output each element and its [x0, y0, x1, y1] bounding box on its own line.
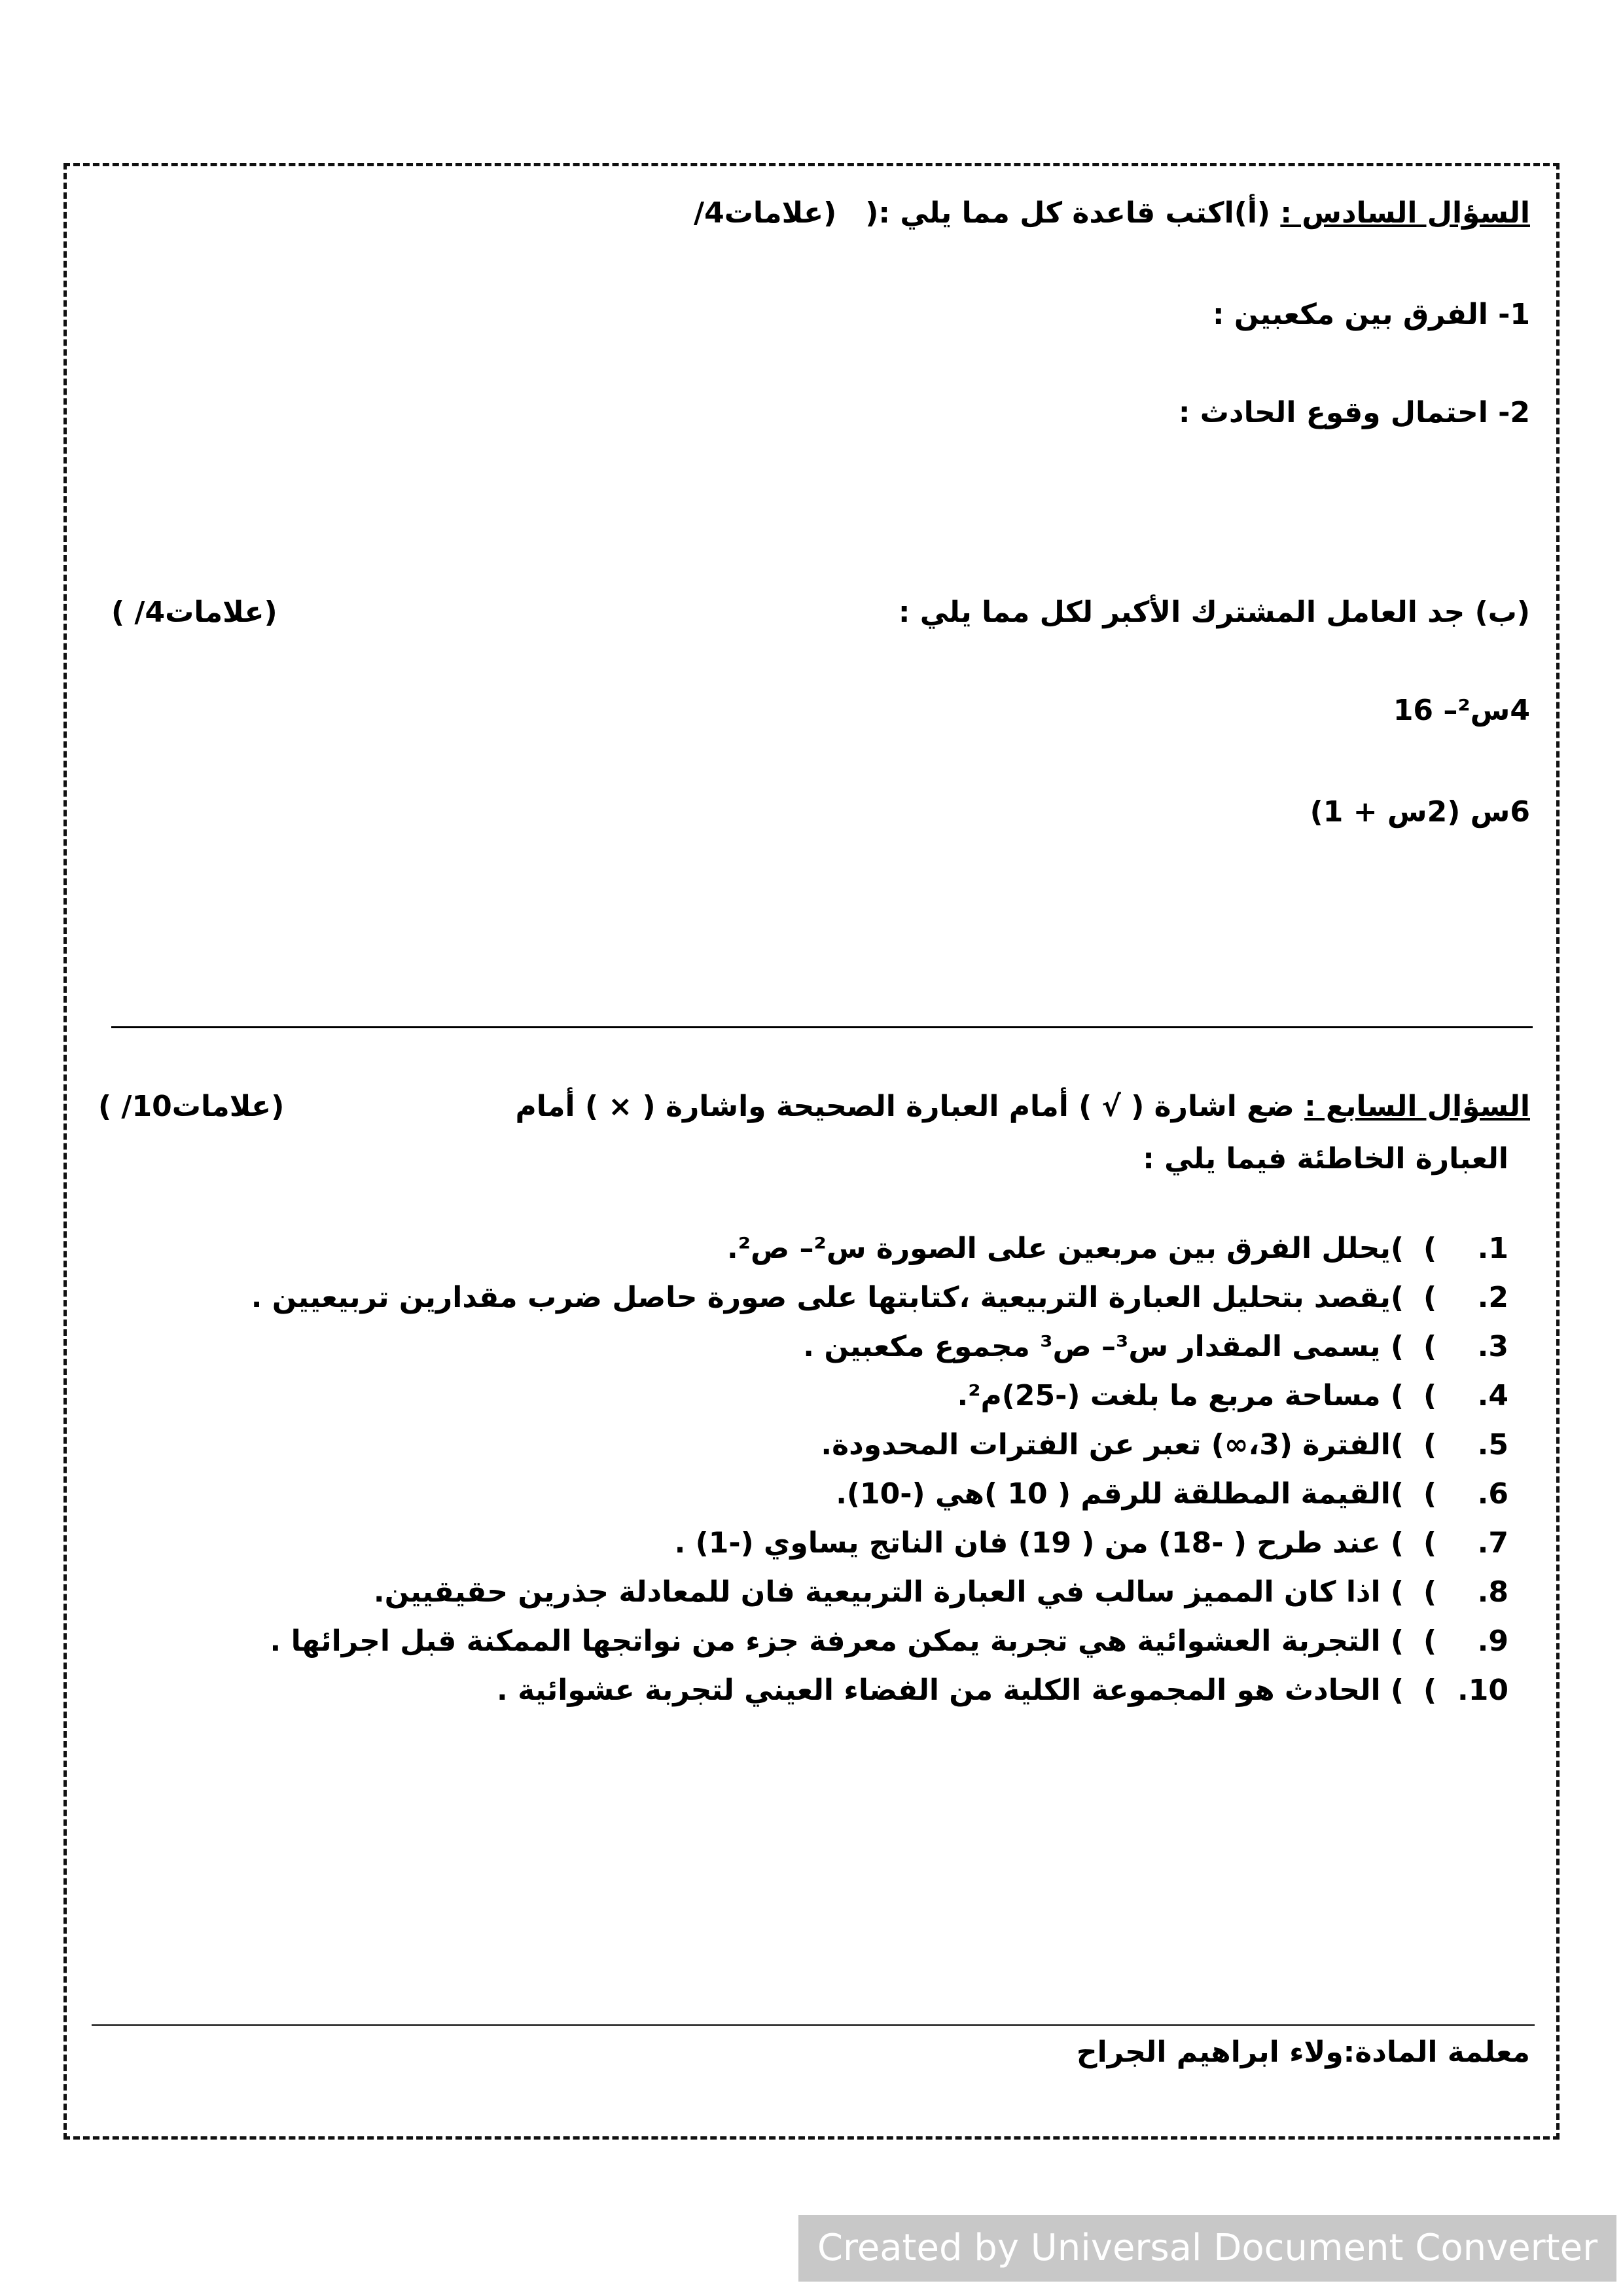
- teacher-name: معلمة المادة:ولاء ابراهيم الجراح: [1076, 2036, 1530, 2069]
- statement-text: ) مساحة مربع ما بلغت (-25)م².: [957, 1379, 1404, 1412]
- statement-text: ) اذا كان المميز سالب في العبارة التربيعية فان للمعادلة جذرين حقيقيين.: [373, 1575, 1404, 1609]
- answer-blank: (: [1423, 1575, 1437, 1609]
- q6-part-a: (أ)اكتب قاعدة كل مما يلي :(: [865, 196, 1271, 230]
- q6-part-a-marks: /4علامات): [694, 196, 837, 230]
- q7-title: السؤال السابع :: [1304, 1090, 1530, 1123]
- statement-text: )يقصد بتحليل العبارة التربيعية ،كتابتها على صورة حاصل ضرب مقدارين تربيعيين .: [251, 1281, 1404, 1314]
- answer-blank: (: [1423, 1379, 1437, 1412]
- answer-blank: (: [1423, 1477, 1437, 1511]
- answer-blank: (: [1423, 1674, 1437, 1707]
- statement-item: [251, 1371, 1508, 1420]
- statement-item: [251, 1518, 1508, 1568]
- statement-number: 7.: [1477, 1526, 1508, 1560]
- footer-divider: [92, 2024, 1535, 2026]
- statement-text: ) التجربة العشوائية هي تجربة يمكن معرفة جزء من نواتجها الممكنة قبل اجرائها .: [270, 1624, 1404, 1658]
- section-divider: [111, 1026, 1533, 1028]
- statement-number: 3.: [1477, 1330, 1508, 1363]
- statement-text: ) يسمى المقدار س³– ص³ مجموع مكعبين .: [803, 1330, 1404, 1363]
- q6-part-b: (ب) جد العامل المشترك الأكبر لكل مما يلي :: [898, 596, 1530, 629]
- statement-number: 6.: [1477, 1477, 1508, 1511]
- statement-number: 4.: [1477, 1379, 1508, 1412]
- q6-part-b-marks: ( /4علامات): [111, 596, 277, 629]
- statement-item: [251, 1568, 1508, 1617]
- statement-text: )القيمة المطلقة للرقم ( 10 )هي (-10).: [836, 1477, 1404, 1511]
- q6-item-1: 1- الفرق بين مكعبين :: [1213, 298, 1530, 331]
- q6-expr-2: 6س (2س + 1): [1310, 795, 1530, 829]
- statement-item: [251, 1666, 1508, 1715]
- statement-item: [251, 1420, 1508, 1469]
- statement-number: 10.: [1457, 1674, 1508, 1707]
- q7-heading: [516, 1090, 1530, 1123]
- statement-number: 2.: [1477, 1281, 1508, 1314]
- statement-item: [251, 1469, 1508, 1518]
- answer-blank: (: [1423, 1330, 1437, 1363]
- statement-item: [251, 1224, 1508, 1273]
- answer-blank: (: [1423, 1428, 1437, 1462]
- converter-watermark: Created by Universal Document Converter: [798, 2215, 1616, 2282]
- statement-text: ) عند طرح ( -18) من ( 19) فان الناتج يساوي (-1) .: [674, 1526, 1404, 1560]
- statement-item: [251, 1273, 1508, 1322]
- statement-item: [251, 1322, 1508, 1371]
- q7-statements: [251, 1224, 1508, 1715]
- answer-blank: (: [1423, 1232, 1437, 1265]
- answer-blank: (: [1423, 1526, 1437, 1560]
- q6-heading: [865, 196, 1530, 230]
- statement-text: ) الحادث هو المجموعة الكلية من الفضاء العيني لتجربة عشوائية .: [497, 1674, 1404, 1707]
- statement-text: )الفترة (3،∞) تعبر عن الفترات المحدودة.: [821, 1428, 1404, 1462]
- q6-expr-1: 4س²– 16: [1393, 694, 1530, 727]
- statement-text: )يحلل الفرق بين مربعين على الصورة س²– ص².: [727, 1232, 1404, 1265]
- q6-title: السؤال السادس :: [1280, 196, 1530, 230]
- statement-number: 5.: [1477, 1428, 1508, 1462]
- answer-blank: (: [1423, 1281, 1437, 1314]
- q7-instruction-1: ضع اشارة ( √ ) أمام العبارة الصحيحة واشارة ( × ) أمام: [515, 1090, 1294, 1123]
- q6-item-2: 2- احتمال وقوع الحادث :: [1178, 396, 1530, 429]
- q7-instruction-2: العبارة الخاطئة فيما يلي :: [1143, 1142, 1508, 1175]
- statement-number: 9.: [1477, 1624, 1508, 1658]
- q7-marks: ( /10علامات): [98, 1090, 285, 1123]
- statement-item: [251, 1617, 1508, 1666]
- statement-number: 1.: [1477, 1232, 1508, 1265]
- answer-blank: (: [1423, 1624, 1437, 1658]
- statement-number: 8.: [1477, 1575, 1508, 1609]
